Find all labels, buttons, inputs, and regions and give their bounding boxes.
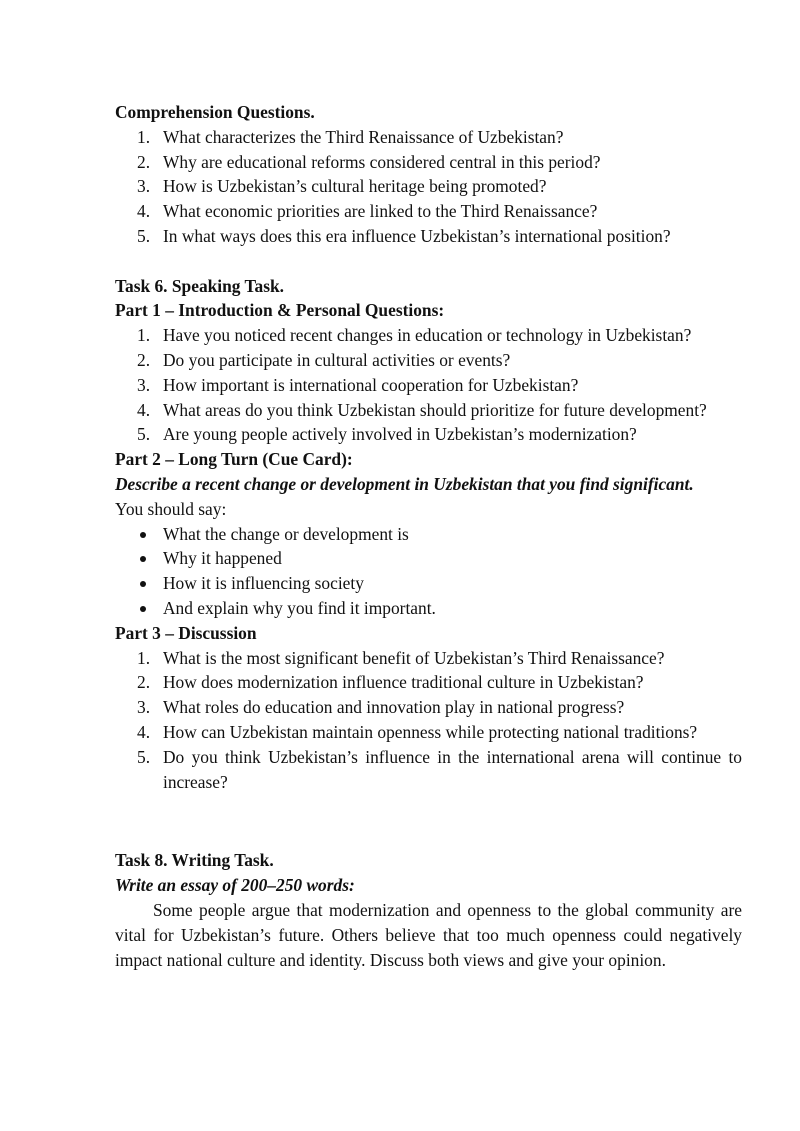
list-item (115, 522, 742, 547)
part3-heading: Part 3 – Discussion (115, 622, 257, 643)
list-item (115, 646, 742, 671)
item-number: 5. (137, 225, 151, 246)
cue-card-intro: You should say: (115, 498, 227, 519)
list-item (115, 373, 742, 398)
item-number: 1. (137, 325, 151, 346)
list-item (115, 199, 742, 224)
item-text: In what ways does this era influence Uzbekistan’s international position? (163, 225, 671, 246)
item-text: What the change or development is (163, 523, 409, 544)
list-item (115, 224, 742, 249)
item-number: 1. (137, 647, 151, 668)
list-item (115, 174, 742, 199)
list-item (115, 670, 742, 695)
item-number: 2. (137, 151, 151, 172)
list-item (115, 745, 742, 795)
spacer (115, 794, 742, 848)
item-text: What areas do you think Uzbekistan should prioritize for future development? (163, 399, 707, 420)
list-item (115, 546, 742, 571)
list-item (115, 596, 742, 621)
essay-prompt: Write an essay of 200–250 words: (115, 875, 355, 896)
comprehension-heading: Comprehension Questions. (115, 102, 315, 122)
list-item (115, 125, 742, 150)
item-number: 3. (137, 374, 151, 395)
cue-card-prompt: Describe a recent change or development in Uzbekistan that you find significant. (115, 473, 694, 494)
list-item (115, 398, 742, 423)
part3-list (115, 646, 742, 795)
list-item (115, 695, 742, 720)
spacer (115, 249, 742, 274)
item-text: What roles do education and innovation play in national progress? (163, 697, 625, 718)
part1-heading: Part 1 – Introduction & Personal Questions: (115, 300, 445, 321)
bullet-icon (140, 581, 146, 587)
list-item (115, 422, 742, 447)
document-page (115, 100, 742, 972)
item-number: 1. (137, 126, 151, 147)
item-number: 4. (137, 721, 151, 742)
bullet-icon (140, 556, 146, 562)
item-text: How is Uzbekistan’s cultural heritage being promoted? (163, 176, 547, 197)
task6-heading: Task 6. Speaking Task. (115, 275, 285, 296)
item-number: 4. (137, 201, 151, 222)
item-text: And explain why you find it important. (163, 597, 436, 618)
item-text: What is the most significant benefit of Uzbekistan’s Third Renaissance? (163, 647, 665, 668)
item-text: How does modernization influence traditional culture in Uzbekistan? (163, 672, 644, 693)
list-item (115, 323, 742, 348)
item-number: 2. (137, 672, 151, 693)
item-text: Do you think Uzbekistan’s influence in the international arena will continue to increase? (163, 746, 742, 792)
item-text: Why are educational reforms considered central in this period? (163, 151, 601, 172)
bullet-icon (140, 532, 146, 538)
list-item (115, 571, 742, 596)
list-item (115, 150, 742, 175)
item-number: 3. (137, 176, 151, 197)
item-number: 5. (137, 424, 151, 445)
item-number: 5. (137, 746, 151, 767)
item-text: How it is influencing society (163, 573, 364, 594)
part1-list (115, 323, 742, 447)
task8-heading: Task 8. Writing Task. (115, 850, 274, 871)
item-text: How important is international cooperation for Uzbekistan? (163, 374, 579, 395)
item-text: Do you participate in cultural activities or events? (163, 349, 511, 370)
list-item (115, 348, 742, 373)
bullet-icon (140, 606, 146, 612)
comprehension-list (115, 125, 742, 249)
item-text: What economic priorities are linked to the Third Renaissance? (163, 201, 598, 222)
item-text: Why it happened (163, 548, 282, 569)
item-text: What characterizes the Third Renaissance of Uzbekistan? (163, 126, 564, 147)
part2-heading: Part 2 – Long Turn (Cue Card): (115, 449, 353, 470)
item-number: 2. (137, 349, 151, 370)
list-item (115, 720, 742, 745)
item-number: 4. (137, 399, 151, 420)
item-number: 3. (137, 697, 151, 718)
item-text: How can Uzbekistan maintain openness while protecting national traditions? (163, 721, 698, 742)
essay-text: Some people argue that modernization and openness to the global community are vital for Uzbekistan’s future. Others believe that too much openness could negatively impact national culture and identity. Discuss both views and give your opinion. (115, 899, 742, 970)
item-text: Have you noticed recent changes in education or technology in Uzbekistan? (163, 325, 692, 346)
cue-card-bullets (115, 522, 742, 621)
item-text: Are young people actively involved in Uzbekistan’s modernization? (163, 424, 637, 445)
